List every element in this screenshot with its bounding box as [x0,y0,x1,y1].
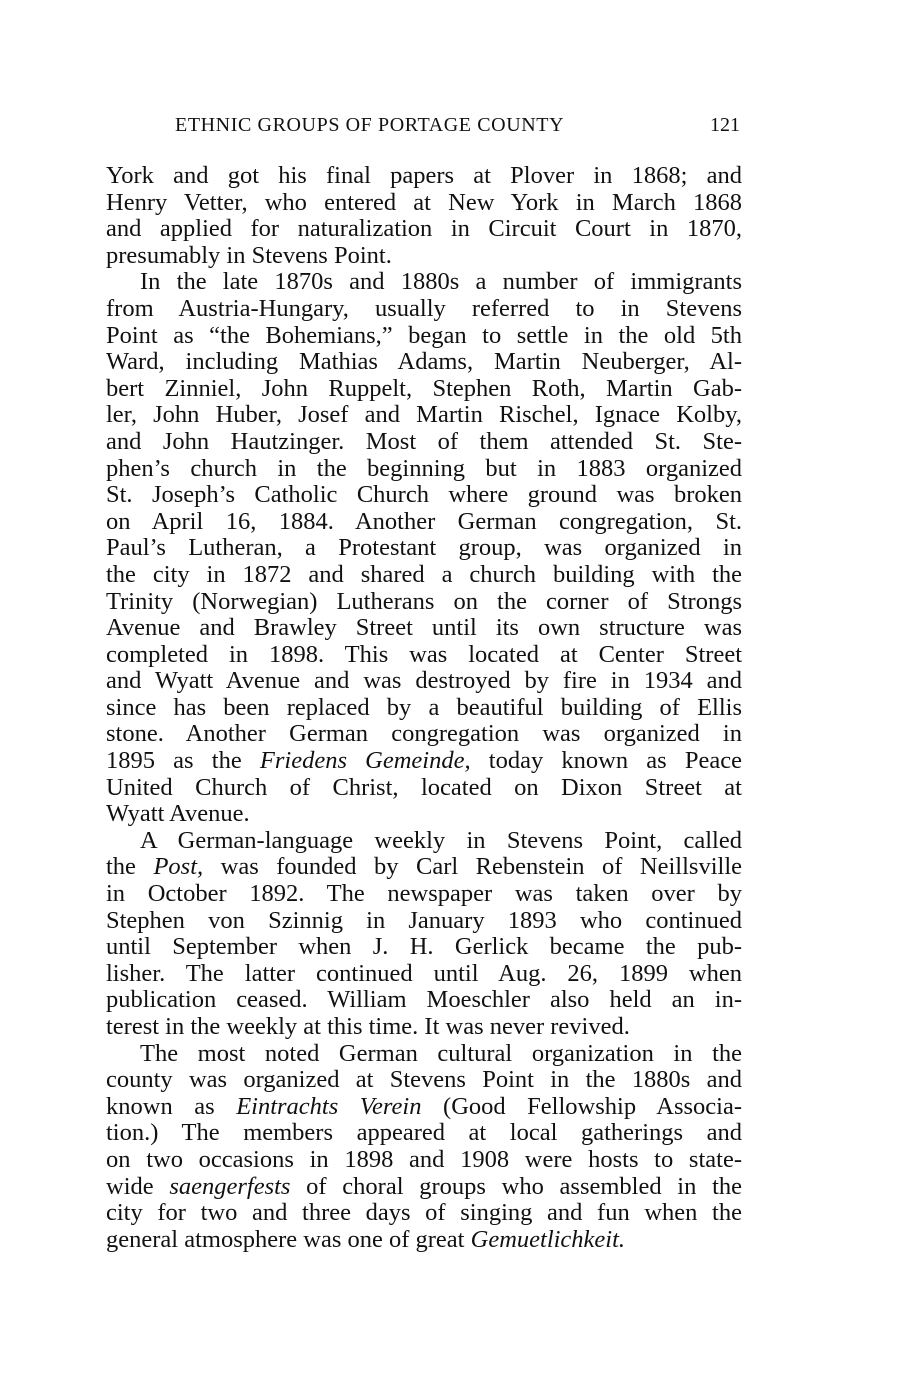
italic-text: Eintrachts Verein [236,1092,422,1120]
text-line [106,1067,742,1094]
italic-text: Gemuetlichkeit. [470,1225,626,1253]
text-line [106,535,742,562]
text-line [106,934,742,961]
text-line [106,509,742,536]
text-line [106,1200,742,1227]
text-line [106,881,742,908]
text-line [106,1120,742,1147]
text-segment: tion.) The members appeared at local gatherings and [106,1119,742,1147]
text-line [106,642,742,669]
body-text [106,163,742,1253]
text-segment: city for two and three days of singing and fun when the [106,1199,742,1227]
text-segment: and applied for naturalization in Circuit Court in 1870, [106,215,742,243]
text-segment: and Wyatt Avenue and was destroyed by fire in 1934 and [106,667,742,695]
text-line [106,695,742,722]
text-line [106,482,742,509]
text-segment: publication ceased. William Moeschler also held an in- [106,986,742,1014]
text-line [106,296,742,323]
running-head-title: ETHNIC GROUPS OF PORTAGE COUNTY [175,114,565,136]
text-line [106,190,742,217]
text-segment: and John Hautzinger. Most of them attended St. Ste- [106,427,742,455]
text-line [106,748,742,775]
text-segment: presumably in Stevens Point. [106,241,392,269]
text-line [106,615,742,642]
text-segment: Trinity (Norwegian) Lutherans on the corner of Strongs [106,587,742,615]
text-segment: bert Zinniel, John Ruppelt, Stephen Roth, Martin Gab- [106,374,742,402]
text-line [106,163,742,190]
text-line [106,429,742,456]
text-line [106,1094,742,1121]
text-line [106,1174,742,1201]
text-line [106,589,742,616]
text-segment: county was organized at Stevens Point in the 1880s and [106,1066,742,1094]
text-segment: Henry Vetter, who entered at New York in March 1868 [106,188,742,216]
text-segment: terest in the weekly at this time. It was never revived. [106,1013,630,1040]
text-segment: known as [106,1092,237,1120]
text-segment: York and got his final papers at Plover in 1868; and [106,162,742,189]
text-segment: in October 1892. The newspaper was taken over by [106,880,742,908]
text-line [106,828,742,855]
text-line [106,1014,742,1041]
text-segment: stone. Another German congregation was organized in [106,720,742,748]
text-segment: Stephen von Szinnig in January 1893 who continued [106,906,742,934]
text-line [106,908,742,935]
text-line [106,668,742,695]
text-segment: until September when J. H. Gerlick became the pub- [106,933,742,961]
text-line [106,801,742,828]
text-segment: on April 16, 1884. Another German congregation, St. [106,507,742,535]
text-line [106,456,742,483]
text-segment: from Austria-Hungary, usually referred to in Stevens [106,294,742,322]
text-segment: the city in 1872 and shared a church building with the [106,560,742,588]
text-segment: 1895 as the [106,747,260,775]
text-segment: phen’s church in the beginning but in 1883 organized [106,454,742,482]
text-segment: United Church of Christ, located on Dixon Street at [106,773,742,801]
text-segment: Point as “the Bohemians,” began to settle in the old 5th [106,321,742,349]
text-segment: lisher. The latter continued until Aug. 26, 1899 when [106,959,742,987]
text-segment: In the late 1870s and 1880s a number of immigrants [140,268,742,296]
text-line [106,987,742,1014]
text-line [106,402,742,429]
text-segment: Avenue and Brawley Street until its own structure was [106,614,742,642]
text-line [106,1147,742,1174]
running-head [175,114,740,142]
text-line [106,1041,742,1068]
text-line [106,323,742,350]
text-segment: A German-language weekly in Stevens Point, called [140,826,742,854]
text-line [106,349,742,376]
text-segment: the [106,853,154,881]
text-line [106,562,742,589]
text-segment: The most noted German cultural organization in the [140,1039,742,1067]
text-segment: Wyatt Avenue. [106,800,250,828]
text-segment: was founded by Carl Rebenstein of Neillsville [203,853,743,881]
text-segment: St. Joseph’s Catholic Church where ground was broken [106,481,742,509]
text-segment: ler, John Huber, Josef and Martin Rischel, Ignace Kolby, [106,401,742,429]
text-segment: since has been replaced by a beautiful building of Ellis [106,693,742,721]
text-segment: general atmosphere was one of great [106,1225,471,1253]
text-segment: of choral groups who assembled in the [290,1172,742,1200]
text-line [106,721,742,748]
text-line [106,376,742,403]
italic-text: saengerfests [169,1172,291,1200]
text-segment: today known as Peace [470,747,742,775]
text-line [106,775,742,802]
text-segment: Ward, including Mathias Adams, Martin Neuberger, Al- [106,348,742,376]
text-segment: completed in 1898. This was located at Center Street [106,640,742,668]
text-line [106,243,742,270]
italic-text: Post, [153,853,204,881]
text-line [106,854,742,881]
text-line [106,961,742,988]
text-line [106,1227,742,1254]
text-line [106,269,742,296]
text-segment: (Good Fellowship Associa- [421,1092,742,1120]
text-line [106,216,742,243]
text-segment: Paul’s Lutheran, a Protestant group, was organized in [106,534,742,562]
italic-text: Friedens Gemeinde, [259,747,471,775]
page-number: 121 [710,114,740,136]
text-segment: on two occasions in 1898 and 1908 were hosts to state- [106,1145,742,1173]
text-segment: wide [106,1172,170,1200]
